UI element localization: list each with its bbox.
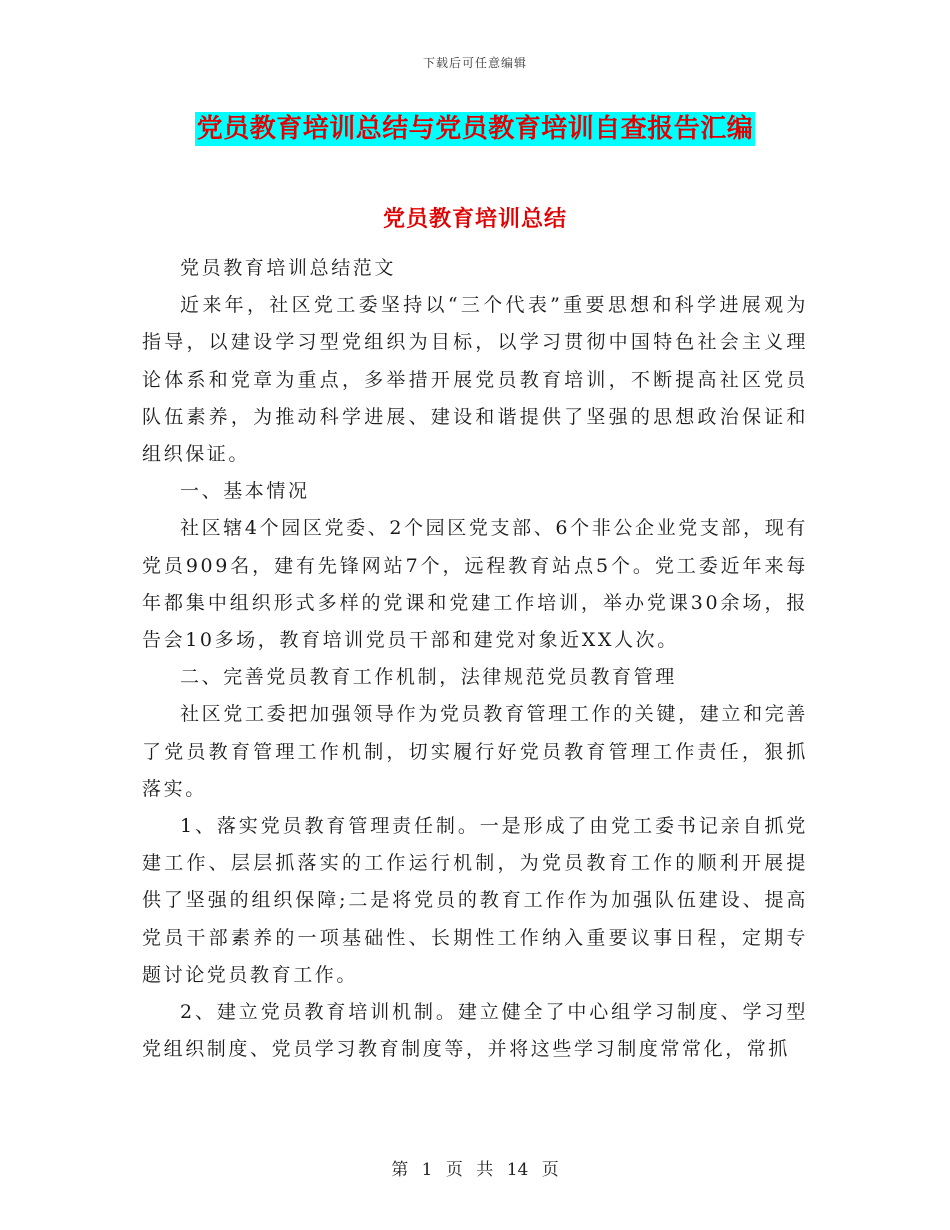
paragraph: 社区党工委把加强领导作为党员教育管理工作的关键，建立和完善了党员教育管理工作机制，切实履行好党员教育管理工作责任，狠抓落实。: [142, 703, 808, 800]
page-label-suffix: 页: [541, 1160, 559, 1180]
document-body: [142, 250, 808, 1068]
page-label-prefix: 第: [391, 1160, 409, 1180]
page-total-prefix: 共: [476, 1160, 494, 1180]
paragraph: 1、落实党员教育管理责任制。一是形成了由党工委书记亲自抓党建工作、层层抓落实的工作运行机制，为党员教育工作的顺利开展提供了坚强的组织保障;二是将党员的教育工作作为加强队伍建设、提高党员干部素养的一项基础性、长期性工作纳入重要议事日程，定期专题讨论党员教育工作。: [142, 815, 808, 986]
paragraph: 一、基本情况: [180, 480, 310, 503]
current-page-number: 1: [421, 1160, 433, 1180]
main-title-wrap: [0, 112, 950, 146]
total-pages-number: 14: [506, 1160, 529, 1180]
paragraph: 社区辖4个园区党委、2个园区党支部、6个非公企业党支部，现有党员909名，建有先锋网站7个，远程教育站点5个。党工委近年来每年都集中组织形式多样的党课和党建工作培训，举办党课30余场，报告会10多场，教育培训党员干部和建党对象近XX人次。: [142, 517, 808, 652]
section-title: 党员教育培训总结: [382, 207, 567, 232]
page-label-mid: 页: [445, 1160, 463, 1180]
page-footer: [0, 1155, 950, 1180]
paragraph: 二、完善党员教育工作机制，法律规范党员教育管理: [180, 666, 677, 689]
paragraph: 近来年，社区党工委坚持以“三个代表”重要思想和科学进展观为指导，以建设学习型党组织为目标，以学习贯彻中国特色社会主义理论体系和党章为重点，多举措开展党员教育培训，不断提高社区党员队伍素养，为推动科学进展、建设和谐提供了坚强的思想政治保证和组织保证。: [142, 294, 808, 466]
paragraph: 2、建立党员教育培训机制。建立健全了中心组学习制度、学习型党组织制度、党员学习教育制度等，并将这些学习制度常常化，常抓: [142, 1001, 808, 1061]
paragraph: 党员教育培训总结范文: [180, 257, 397, 279]
main-title: 党员教育培训总结与党员教育培训自查报告汇编: [196, 114, 754, 144]
header-note: 下载后可任意编辑: [422, 56, 527, 70]
